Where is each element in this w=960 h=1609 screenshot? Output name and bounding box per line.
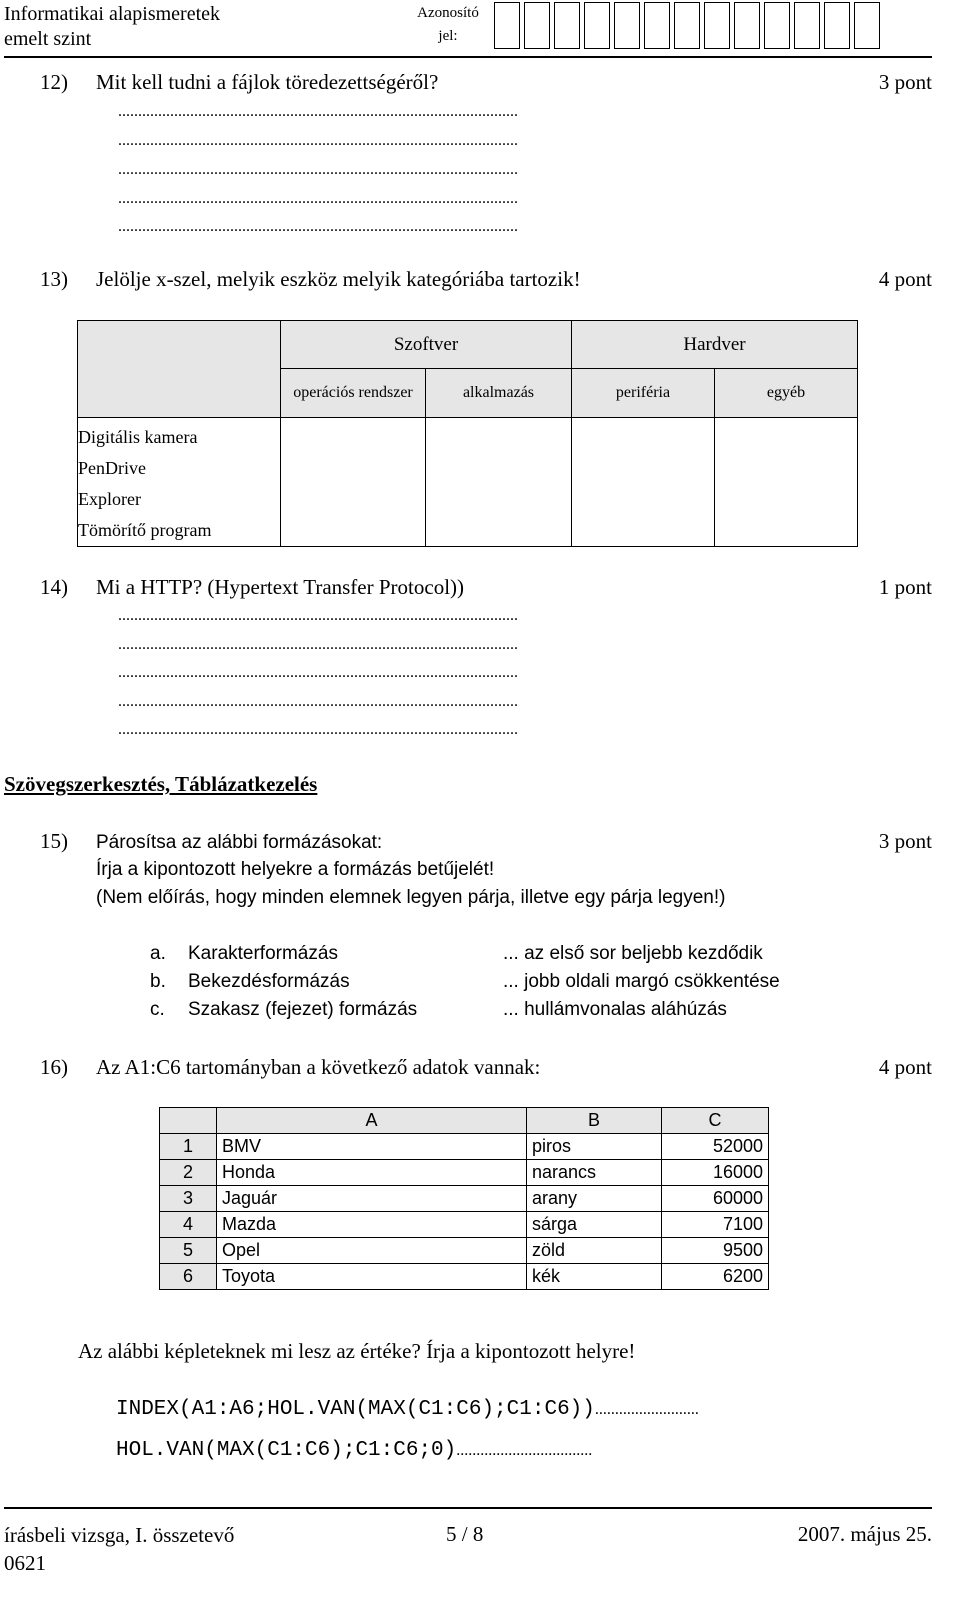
question-points: 3 pont — [878, 829, 932, 853]
effect-list — [503, 940, 780, 1024]
answer-cell[interactable] — [715, 418, 858, 547]
cell-c: 16000 — [662, 1160, 769, 1186]
list-item: c. Szakasz (fejezet) formázás — [150, 999, 418, 1020]
question-points: 1 pont — [878, 575, 932, 599]
question-number: 15) — [40, 829, 68, 853]
question-text: Párosítsa az alábbi formázásokat: — [96, 832, 383, 853]
row-number-cell: 3 — [160, 1186, 217, 1212]
formula-prompt: Az alábbi képleteknek mi lesz az értéke? Írja a kipontozott helyre! — [78, 1339, 636, 1363]
id-box[interactable] — [554, 2, 580, 49]
section-title: Szövegszerkesztés, Táblázatkezelés — [4, 772, 318, 796]
formula-text: HOL.VAN(MAX(C1:C6);C1:C6;0) — [116, 1439, 457, 1462]
formula-text: INDEX(A1:A6;HOL.VAN(MAX(C1:C6);C1:C6)) — [116, 1398, 595, 1421]
question-text: Mi a HTTP? (Hypertext Transfer Protocol)) — [96, 575, 465, 599]
column-header: operációs rendszer — [281, 369, 426, 418]
row-number-cell: 6 — [160, 1264, 217, 1290]
cell-b: sárga — [527, 1212, 662, 1238]
instruction-note: (Nem előírás, hogy minden elemnek legyen párja, illetve egy párja legyen!) — [96, 887, 726, 908]
device-list — [78, 418, 281, 547]
row-label: PenDrive — [78, 458, 146, 478]
answer-line: .................................................................................................... — [118, 693, 518, 710]
question-number: 16) — [40, 1055, 68, 1079]
row-label: Digitális kamera — [78, 427, 198, 447]
column-header: periféria — [572, 369, 715, 418]
question-text: Az A1:C6 tartományban a következő adatok vannak: — [96, 1055, 541, 1079]
answer-line: .................................................................................................... — [118, 161, 518, 178]
answer-line[interactable]: .......................... — [594, 1401, 699, 1418]
question-points: 4 pont — [878, 1055, 932, 1079]
question-points: 4 pont — [878, 267, 932, 291]
cell-c: 52000 — [662, 1134, 769, 1160]
answer-line: .................................................................................................... — [118, 103, 518, 120]
cell-a: Opel — [217, 1238, 527, 1264]
cell-b: narancs — [527, 1160, 662, 1186]
id-box[interactable] — [584, 2, 610, 49]
list-item[interactable]: ... jobb oldali margó csökkentése — [503, 971, 780, 992]
list-item[interactable]: ... az első sor beljebb kezdődik — [503, 943, 763, 964]
question-text: Jelölje x-szel, melyik eszköz melyik kategóriába tartozik! — [96, 267, 581, 291]
table-row — [160, 1160, 769, 1186]
id-boxes — [494, 2, 884, 49]
group-hardware: Hardver — [572, 321, 858, 369]
id-box[interactable] — [494, 2, 520, 49]
table-row — [160, 1186, 769, 1212]
id-box[interactable] — [764, 2, 790, 49]
answer-line: .................................................................................................... — [118, 607, 518, 624]
question-13 — [40, 266, 932, 292]
exam-label: írásbeli vizsga, I. összetevő — [4, 1523, 235, 1547]
cell-c: 9500 — [662, 1238, 769, 1264]
footer-rule — [4, 1507, 932, 1509]
list-item: a. Karakterformázás — [150, 943, 338, 964]
format-list — [150, 940, 417, 1024]
cell-a: Toyota — [217, 1264, 527, 1290]
subject-title: Informatikai alapismeretek — [4, 3, 221, 25]
column-header: B — [527, 1108, 662, 1134]
answer-line: .................................................................................................... — [118, 218, 518, 235]
row-number-cell: 1 — [160, 1134, 217, 1160]
column-header: A — [217, 1108, 527, 1134]
question-number: 14) — [40, 575, 68, 599]
question-12 — [40, 69, 932, 95]
group-software: Szoftver — [281, 321, 572, 369]
id-label — [408, 2, 488, 48]
footer-left — [4, 1521, 234, 1577]
cell-c: 60000 — [662, 1186, 769, 1212]
id-box[interactable] — [674, 2, 700, 49]
instruction-line: Írja a kipontozott helyekre a formázás betűjelét! — [96, 859, 495, 880]
cell-b: zöld — [527, 1238, 662, 1264]
table-row — [160, 1212, 769, 1238]
cell-a: BMV — [217, 1134, 527, 1160]
question-14 — [40, 574, 932, 600]
exam-date: 2007. május 25. — [797, 1522, 932, 1546]
id-label-line1: Azonosító — [417, 5, 479, 21]
answer-line: .................................................................................................... — [118, 636, 518, 653]
question-points: 3 pont — [878, 70, 932, 94]
row-number-cell: 4 — [160, 1212, 217, 1238]
formula-1 — [116, 1395, 699, 1421]
category-table — [77, 320, 858, 547]
row-number-cell: 2 — [160, 1160, 217, 1186]
header-rule — [4, 56, 932, 58]
list-item[interactable]: ... hullámvonalas aláhúzás — [503, 999, 727, 1020]
cell-b: kék — [527, 1264, 662, 1290]
answer-line: .................................................................................................... — [118, 132, 518, 149]
answer-cell[interactable] — [281, 418, 426, 547]
cell-c: 7100 — [662, 1212, 769, 1238]
id-label-line2: jel: — [438, 28, 458, 44]
id-box[interactable] — [614, 2, 640, 49]
cell-a: Honda — [217, 1160, 527, 1186]
question-15 — [40, 828, 932, 856]
row-label: Tömörítő program — [78, 520, 212, 540]
question-number: 12) — [40, 70, 68, 94]
cell-a: Mazda — [217, 1212, 527, 1238]
row-label: Explorer — [78, 489, 141, 509]
cell-b: piros — [527, 1134, 662, 1160]
question-number: 13) — [40, 267, 68, 291]
column-header: alkalmazás — [426, 369, 572, 418]
corner-cell — [160, 1108, 217, 1134]
spreadsheet-table — [159, 1107, 769, 1290]
question-16 — [40, 1054, 932, 1080]
column-header: C — [662, 1108, 769, 1134]
header-title — [4, 2, 220, 52]
id-box[interactable] — [824, 2, 850, 49]
id-box[interactable] — [644, 2, 670, 49]
cell-a: Jaguár — [217, 1186, 527, 1212]
table-row — [160, 1264, 769, 1290]
question-text: Mit kell tudni a fájlok töredezettségéről? — [96, 70, 439, 94]
id-box[interactable] — [704, 2, 730, 49]
page-number: 5 / 8 — [446, 1522, 484, 1546]
id-box[interactable] — [734, 2, 760, 49]
answer-line: .................................................................................................... — [118, 190, 518, 207]
id-box[interactable] — [854, 2, 880, 49]
row-number-cell: 5 — [160, 1238, 217, 1264]
id-box[interactable] — [794, 2, 820, 49]
table-row — [160, 1134, 769, 1160]
id-box[interactable] — [524, 2, 550, 49]
formula-2 — [116, 1436, 592, 1462]
level-title: emelt szint — [4, 28, 92, 50]
answer-cell[interactable] — [572, 418, 715, 547]
cell-b: arany — [527, 1186, 662, 1212]
answer-line: .................................................................................................... — [118, 664, 518, 681]
table-corner — [78, 321, 281, 418]
cell-c: 6200 — [662, 1264, 769, 1290]
answer-line: .................................................................................................... — [118, 721, 518, 738]
column-header: egyéb — [715, 369, 858, 418]
answer-line[interactable]: .................................. — [456, 1442, 593, 1459]
table-row — [160, 1238, 769, 1264]
list-item: b. Bekezdésformázás — [150, 971, 350, 992]
answer-cell[interactable] — [426, 418, 572, 547]
exam-code: 0621 — [4, 1551, 46, 1575]
